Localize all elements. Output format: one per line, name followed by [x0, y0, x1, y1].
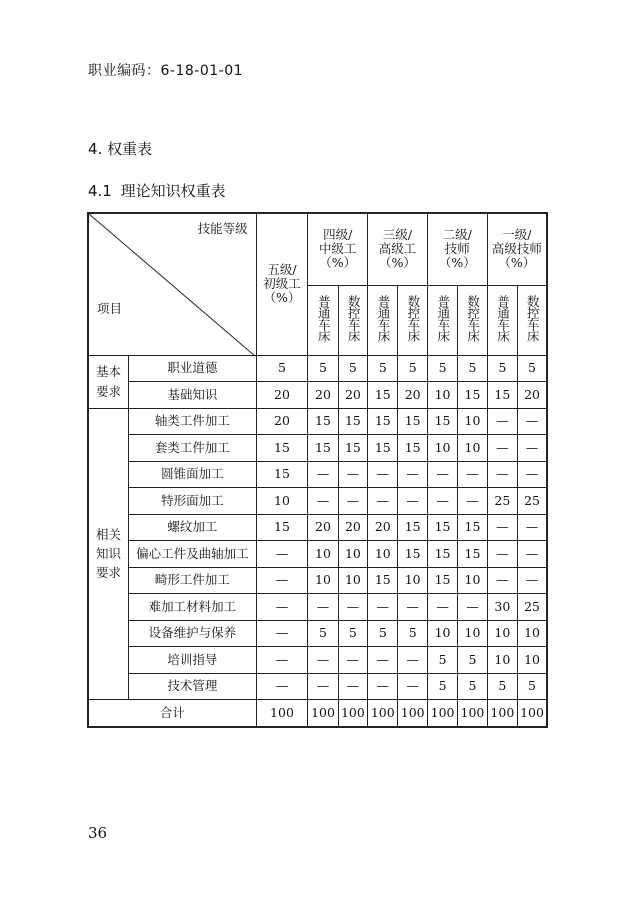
value-cell: — — [487, 461, 517, 488]
item-name-cell: 螺纹加工 — [129, 514, 257, 541]
value-cell: — — [518, 541, 547, 568]
table-row — [88, 408, 547, 435]
value-cell: — — [458, 594, 487, 621]
value-cell: — — [368, 673, 398, 700]
total-value-cell: 100 — [256, 700, 308, 727]
total-value-cell: 100 — [487, 700, 517, 727]
value-cell: 15 — [308, 408, 338, 435]
value-cell: — — [427, 594, 457, 621]
item-name-cell: 轴类工件加工 — [129, 408, 257, 435]
level-2-header: 二级/ 技师 （%） — [427, 213, 487, 285]
value-cell: 20 — [518, 382, 547, 409]
value-cell: 10 — [338, 567, 367, 594]
value-cell: 5 — [368, 620, 398, 647]
value-cell: — — [256, 541, 308, 568]
value-cell: 10 — [398, 567, 427, 594]
value-cell: 20 — [308, 514, 338, 541]
value-cell: 15 — [368, 567, 398, 594]
table-row — [88, 382, 547, 409]
header-corner-cell — [88, 213, 256, 355]
table-row — [88, 673, 547, 700]
level-5-header: 五级/ 初级工 （%） — [256, 213, 308, 355]
sub-header-cnc-lathe: 数控车床 — [458, 285, 487, 355]
value-cell: 10 — [256, 488, 308, 515]
value-cell: 15 — [398, 541, 427, 568]
value-cell: 5 — [338, 620, 367, 647]
value-cell: 15 — [338, 408, 367, 435]
value-cell: — — [398, 488, 427, 515]
value-cell: 5 — [368, 355, 398, 382]
value-cell: — — [308, 647, 338, 674]
value-cell: 20 — [338, 382, 367, 409]
total-value-cell: 100 — [308, 700, 338, 727]
level-4-header: 四级/ 中级工 （%） — [308, 213, 368, 285]
value-cell: — — [308, 461, 338, 488]
item-name-cell: 基础知识 — [129, 382, 257, 409]
value-cell: — — [487, 567, 517, 594]
value-cell: — — [308, 673, 338, 700]
value-cell: — — [398, 461, 427, 488]
value-cell: 15 — [458, 514, 487, 541]
value-cell: 10 — [338, 541, 367, 568]
group-basic-requirements: 基本要求 — [88, 355, 129, 408]
value-cell: — — [487, 541, 517, 568]
value-cell: — — [368, 647, 398, 674]
total-row — [88, 700, 547, 727]
sub-header-cnc-lathe: 数控车床 — [398, 285, 427, 355]
value-cell: 20 — [338, 514, 367, 541]
value-cell: — — [398, 647, 427, 674]
value-cell: 30 — [487, 594, 517, 621]
value-cell: 10 — [427, 382, 457, 409]
value-cell: 15 — [398, 408, 427, 435]
value-cell: 5 — [518, 673, 547, 700]
value-cell: 5 — [487, 355, 517, 382]
value-cell: 20 — [256, 408, 308, 435]
total-value-cell: 100 — [368, 700, 398, 727]
item-name-cell: 设备维护与保养 — [129, 620, 257, 647]
value-cell: 15 — [427, 567, 457, 594]
value-cell: 15 — [427, 541, 457, 568]
value-cell: 10 — [487, 647, 517, 674]
value-cell: 20 — [256, 382, 308, 409]
total-value-cell: 100 — [398, 700, 427, 727]
value-cell: — — [256, 567, 308, 594]
value-cell: — — [368, 594, 398, 621]
value-cell: — — [338, 461, 367, 488]
value-cell: — — [338, 594, 367, 621]
table-row — [88, 620, 547, 647]
value-cell: 15 — [427, 514, 457, 541]
value-cell: — — [518, 461, 547, 488]
table-row — [88, 567, 547, 594]
sub-header-manual-lathe: 普通车床 — [308, 285, 338, 355]
value-cell: 15 — [398, 435, 427, 462]
value-cell: 5 — [256, 355, 308, 382]
corner-label-level: 技能等级 — [197, 221, 248, 236]
value-cell: — — [427, 488, 457, 515]
value-cell: 5 — [518, 355, 547, 382]
item-name-cell: 培训指导 — [129, 647, 257, 674]
value-cell: 15 — [308, 435, 338, 462]
item-name-cell: 套类工件加工 — [129, 435, 257, 462]
value-cell: 25 — [487, 488, 517, 515]
value-cell: — — [487, 408, 517, 435]
item-name-cell: 偏心工件及曲轴加工 — [129, 541, 257, 568]
value-cell: 5 — [458, 355, 487, 382]
total-value-cell: 100 — [427, 700, 457, 727]
value-cell: 25 — [518, 488, 547, 515]
total-value-cell: 100 — [458, 700, 487, 727]
table-row — [88, 594, 547, 621]
level-1-header: 一级/ 高级技师 （%） — [487, 213, 547, 285]
value-cell: — — [398, 594, 427, 621]
value-cell: 15 — [256, 435, 308, 462]
value-cell: — — [518, 435, 547, 462]
value-cell: 10 — [427, 435, 457, 462]
value-cell: 10 — [518, 620, 547, 647]
value-cell: 15 — [398, 514, 427, 541]
occupation-code: 职业编码：6-18-01-01 — [88, 63, 244, 79]
value-cell: 5 — [458, 647, 487, 674]
value-cell: — — [338, 488, 367, 515]
value-cell: 10 — [458, 567, 487, 594]
value-cell: 10 — [368, 541, 398, 568]
value-cell: 5 — [308, 355, 338, 382]
value-cell: 15 — [458, 382, 487, 409]
value-cell: 15 — [487, 382, 517, 409]
table-row — [88, 435, 547, 462]
value-cell: — — [368, 461, 398, 488]
value-cell: — — [518, 408, 547, 435]
value-cell: — — [256, 620, 308, 647]
value-cell: — — [256, 673, 308, 700]
value-cell: 15 — [368, 408, 398, 435]
sub-header-manual-lathe: 普通车床 — [368, 285, 398, 355]
value-cell: 10 — [308, 567, 338, 594]
page-number: 36 — [88, 824, 108, 842]
table-row — [88, 488, 547, 515]
value-cell: 5 — [427, 647, 457, 674]
table-row — [88, 355, 547, 382]
sub-header-cnc-lathe: 数控车床 — [518, 285, 547, 355]
value-cell: — — [308, 488, 338, 515]
value-cell: 5 — [427, 673, 457, 700]
level-3-header: 三级/ 高级工 （%） — [368, 213, 428, 285]
value-cell: — — [458, 461, 487, 488]
value-cell: 5 — [458, 673, 487, 700]
value-cell: — — [338, 647, 367, 674]
value-cell: — — [398, 673, 427, 700]
table-row — [88, 514, 547, 541]
weight-table — [87, 212, 548, 728]
value-cell: 5 — [427, 355, 457, 382]
sub-header-cnc-lathe: 数控车床 — [338, 285, 367, 355]
value-cell: 15 — [427, 408, 457, 435]
table-row — [88, 541, 547, 568]
value-cell: 10 — [458, 408, 487, 435]
section-title: 4. 权重表 — [88, 140, 153, 158]
group-related-knowledge: 相关知识要求 — [88, 408, 129, 700]
table-row — [88, 461, 547, 488]
value-cell: 20 — [368, 514, 398, 541]
value-cell: — — [256, 594, 308, 621]
value-cell: 10 — [458, 620, 487, 647]
value-cell: 10 — [487, 620, 517, 647]
value-cell: 15 — [256, 514, 308, 541]
value-cell: 10 — [427, 620, 457, 647]
value-cell: — — [487, 514, 517, 541]
value-cell: 10 — [458, 435, 487, 462]
value-cell: — — [308, 594, 338, 621]
value-cell: 15 — [338, 435, 367, 462]
item-name-cell: 特形面加工 — [129, 488, 257, 515]
value-cell: 15 — [368, 382, 398, 409]
total-value-cell: 100 — [518, 700, 547, 727]
value-cell: 10 — [518, 647, 547, 674]
value-cell: 5 — [308, 620, 338, 647]
corner-label-item: 项目 — [97, 301, 123, 317]
value-cell: — — [256, 647, 308, 674]
value-cell: — — [487, 435, 517, 462]
value-cell: 10 — [308, 541, 338, 568]
value-cell: 15 — [458, 541, 487, 568]
table-row — [88, 647, 547, 674]
value-cell: — — [338, 673, 367, 700]
value-cell: 20 — [308, 382, 338, 409]
value-cell: 15 — [256, 461, 308, 488]
value-cell: — — [458, 488, 487, 515]
value-cell: 5 — [398, 355, 427, 382]
value-cell: 5 — [487, 673, 517, 700]
total-label: 合计 — [88, 700, 256, 727]
item-name-cell: 畸形工件加工 — [129, 567, 257, 594]
value-cell: — — [518, 567, 547, 594]
item-name-cell: 技术管理 — [129, 673, 257, 700]
sub-header-manual-lathe: 普通车床 — [487, 285, 517, 355]
value-cell: — — [427, 461, 457, 488]
total-value-cell: 100 — [338, 700, 367, 727]
value-cell: 15 — [368, 435, 398, 462]
value-cell: 5 — [338, 355, 367, 382]
value-cell: — — [368, 488, 398, 515]
value-cell: — — [518, 514, 547, 541]
value-cell: 20 — [398, 382, 427, 409]
item-name-cell: 职业道德 — [129, 355, 257, 382]
value-cell: 25 — [518, 594, 547, 621]
item-name-cell: 难加工材料加工 — [129, 594, 257, 621]
subsection-title: 4.1 理论知识权重表 — [88, 182, 226, 200]
item-name-cell: 圆锥面加工 — [129, 461, 257, 488]
sub-header-manual-lathe: 普通车床 — [427, 285, 457, 355]
value-cell: 5 — [398, 620, 427, 647]
